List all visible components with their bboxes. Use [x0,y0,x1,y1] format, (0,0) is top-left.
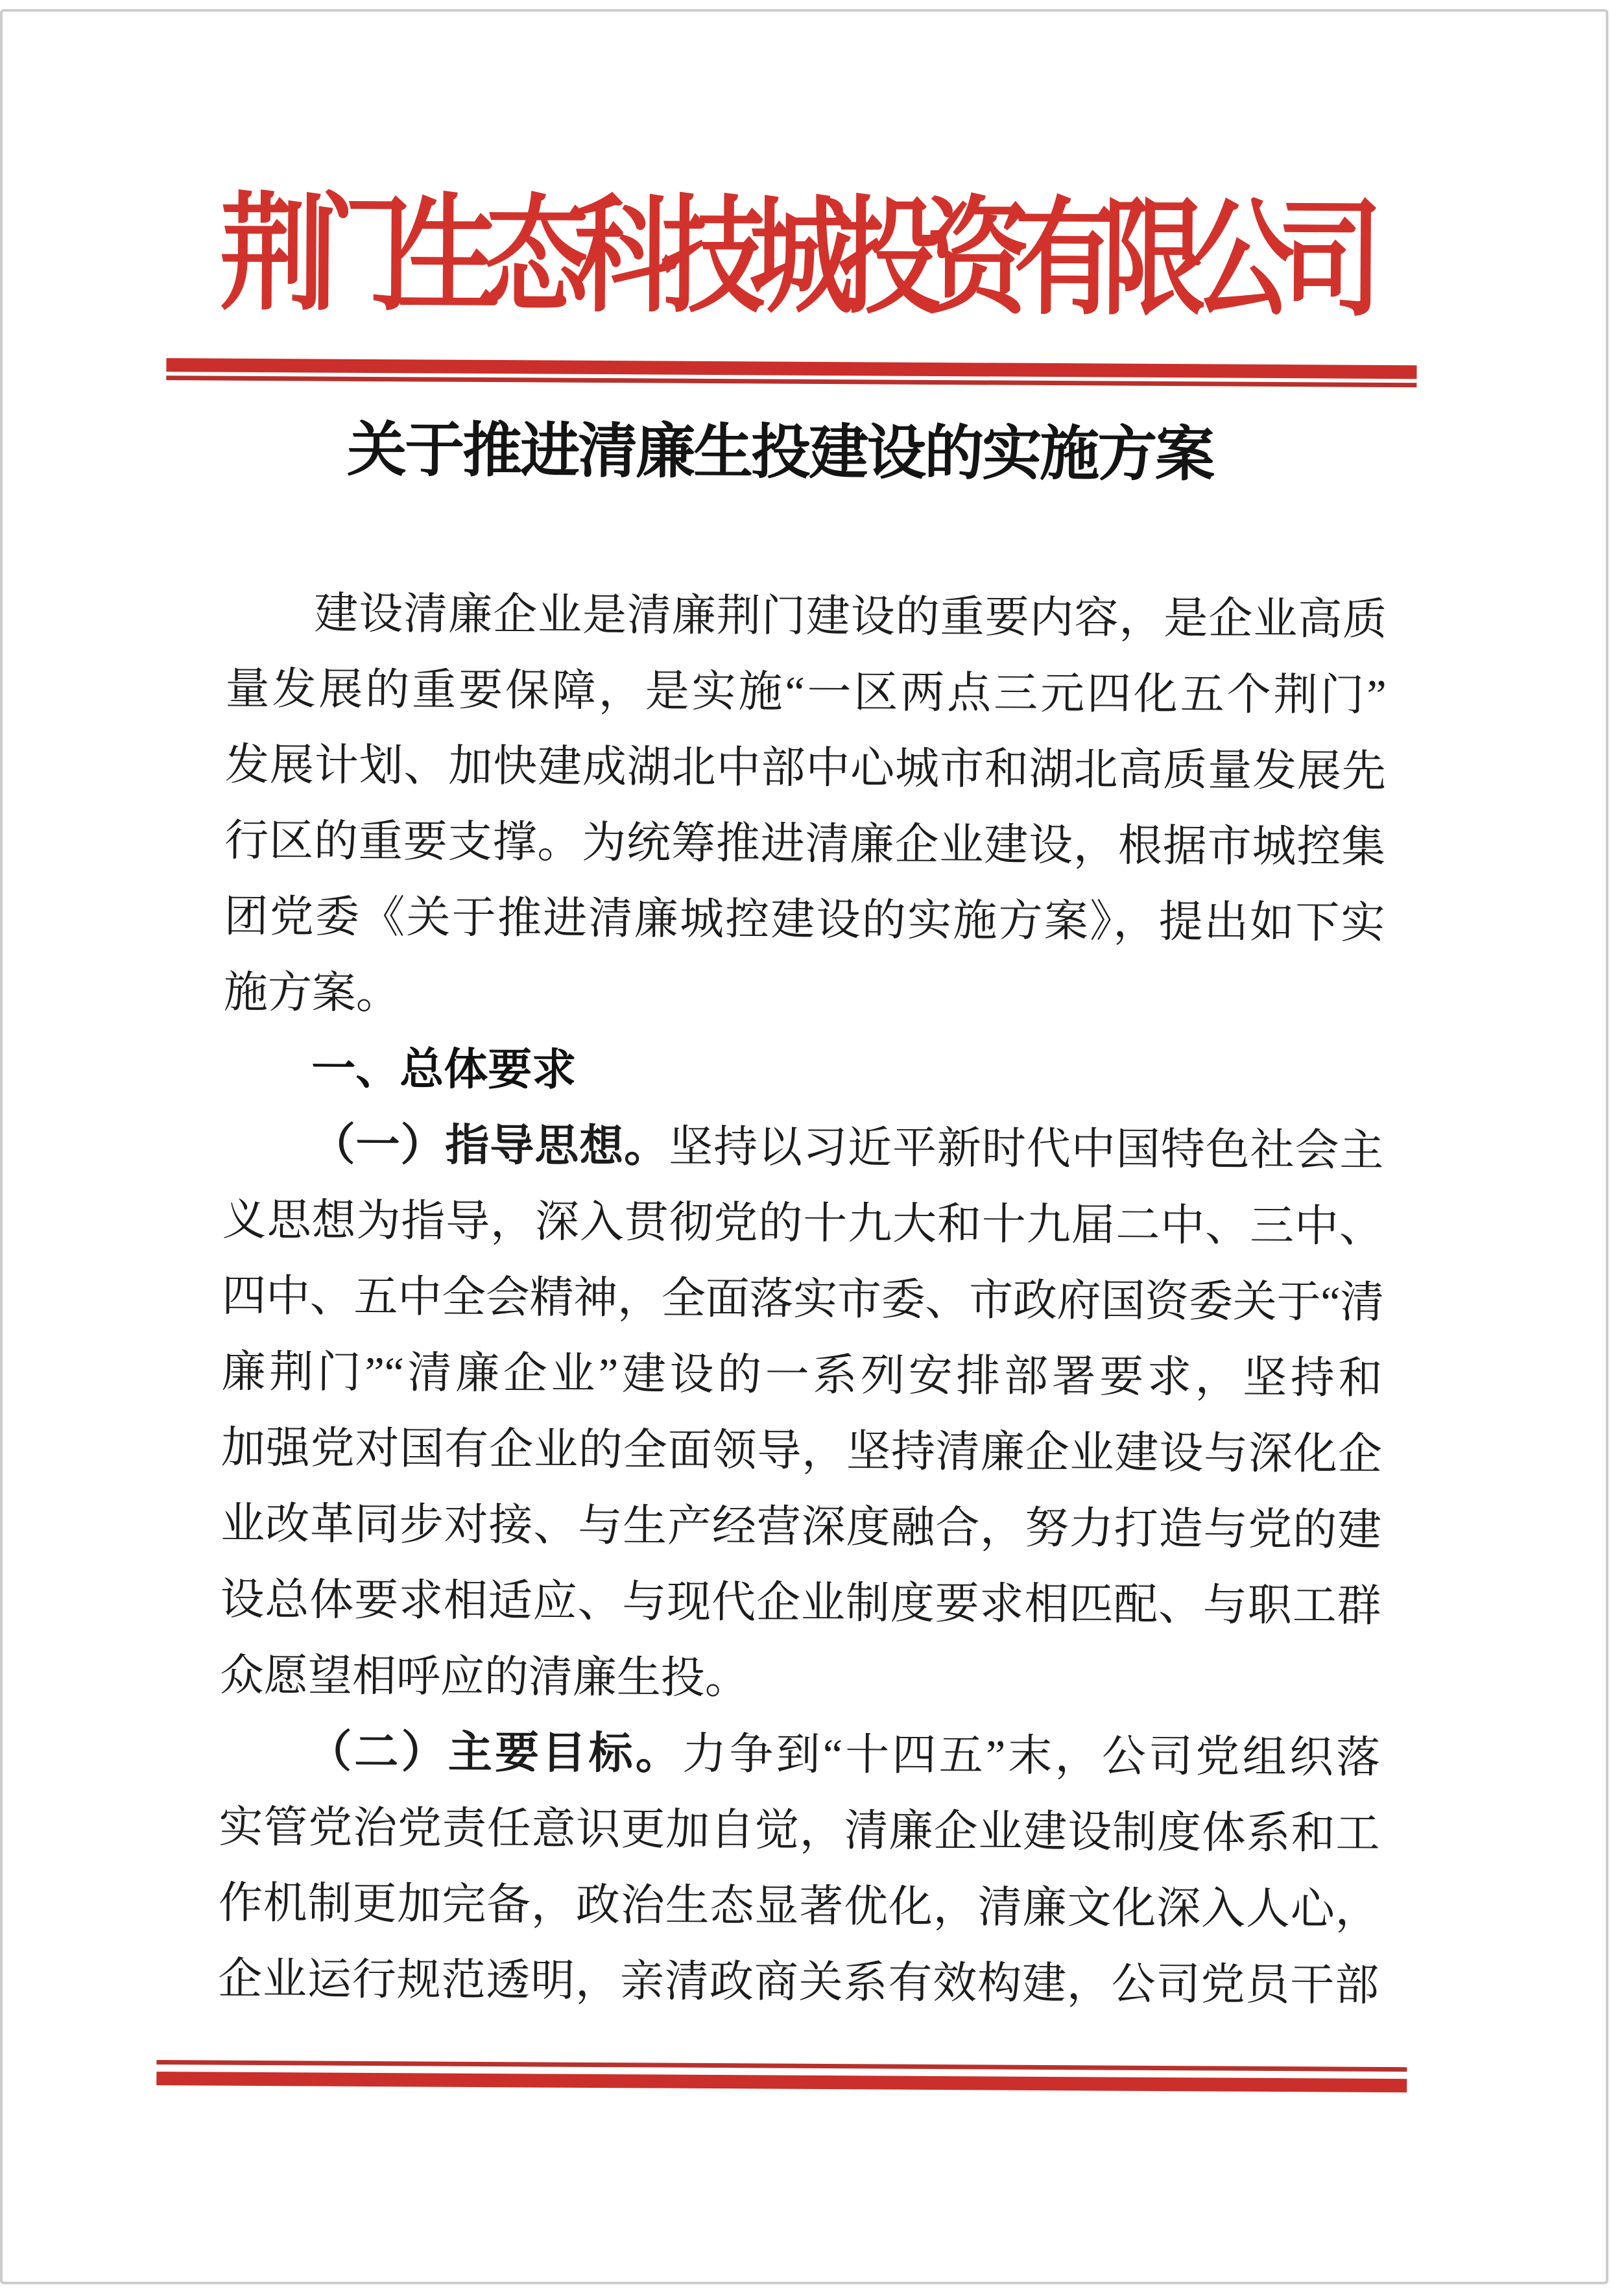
body-line-text: 力争到“十四五”末，公司党组织落 [682,1728,1381,1782]
section-heading-overall-requirements [223,1031,1385,1113]
body-line-text: 团党委《关于推进清廉城控建设的实施方案》，提出如下实 [224,891,1385,948]
document-title: 关于推进清廉生投建设的实施方案 [346,416,1213,488]
body-line [222,1258,1383,1341]
body-line-text: 坚持以习近平新时代中国特色社会主 [669,1121,1384,1175]
body-line-text: 发展计划、加快建成湖北中部中心城市和湖北高质量发展先 [224,739,1387,796]
bold-run: （一）指导思想。 [311,1119,669,1171]
footer-rule-thick [156,2072,1407,2092]
body-line [226,575,1387,658]
body-line-text: 企业运行规范透明，亲清政商关系有效构建，公司党员干部 [217,1954,1379,2010]
bold-run: （二）主要目标。 [307,1727,683,1778]
body-line-text: 量发展的重要保障，是实施“一区两点三元四化五个荆门” [225,664,1387,720]
header-rule-thick [166,358,1416,379]
body-line [225,651,1387,734]
body-line [222,1106,1384,1189]
company-letterhead: 荆门生态科技城投资有限公司 [219,184,1368,332]
body-line [221,1486,1382,1568]
body-line [218,1941,1379,2024]
body-line-text: 义思想为指导，深入贯彻党的十九大和十九届二中、三中、 [222,1195,1384,1251]
body-line [224,803,1386,885]
body-line [219,1714,1381,1796]
document-body [218,575,1387,2024]
heading-text: 一、总体要求 [311,1044,577,1095]
body-line-text: 设总体要求相适应、与现代企业制度要求相匹配、与职工群 [220,1574,1381,1631]
body-line [219,1789,1380,1872]
body-line-text: 众愿望相呼应的清廉生投。 [219,1650,750,1703]
body-line [218,1865,1379,1948]
body-line-text: 实管党治党责任意识更加自觉，清廉企业建设制度体系和工 [219,1802,1380,1858]
body-line [225,727,1387,809]
body-line-text: 业改革同步对接、与生产经营深度融合，努力打造与党的建 [220,1498,1382,1555]
body-line-text: 作机制更加完备，政治生态显著优化，清廉文化深入人心， [218,1878,1380,1934]
body-line [221,1410,1383,1492]
body-line-text: 建设清廉企业是清廉荆门建设的重要内容，是企业高质 [314,588,1387,644]
body-line [222,1182,1384,1265]
body-line [224,955,1385,1037]
body-line [220,1562,1381,1644]
body-line-text: 加强党对国有企业的全面领导，坚持清廉企业建设与深化企 [221,1422,1383,1479]
body-line-text: 行区的重要支撑。为统筹推进清廉企业建设，根据市城控集 [224,815,1386,872]
body-line-text: 施方案。 [223,967,401,1018]
body-line-text: 四中、五中全会精神，全面落实市委、市政府国资委关于“清 [222,1271,1383,1327]
body-line [224,879,1385,961]
body-line [220,1638,1381,1720]
body-line-text: 廉荆门”“清廉企业”建设的一系列安排部署要求，坚持和 [221,1346,1383,1403]
body-line [221,1334,1383,1417]
footer-rule-thin [156,2060,1407,2072]
